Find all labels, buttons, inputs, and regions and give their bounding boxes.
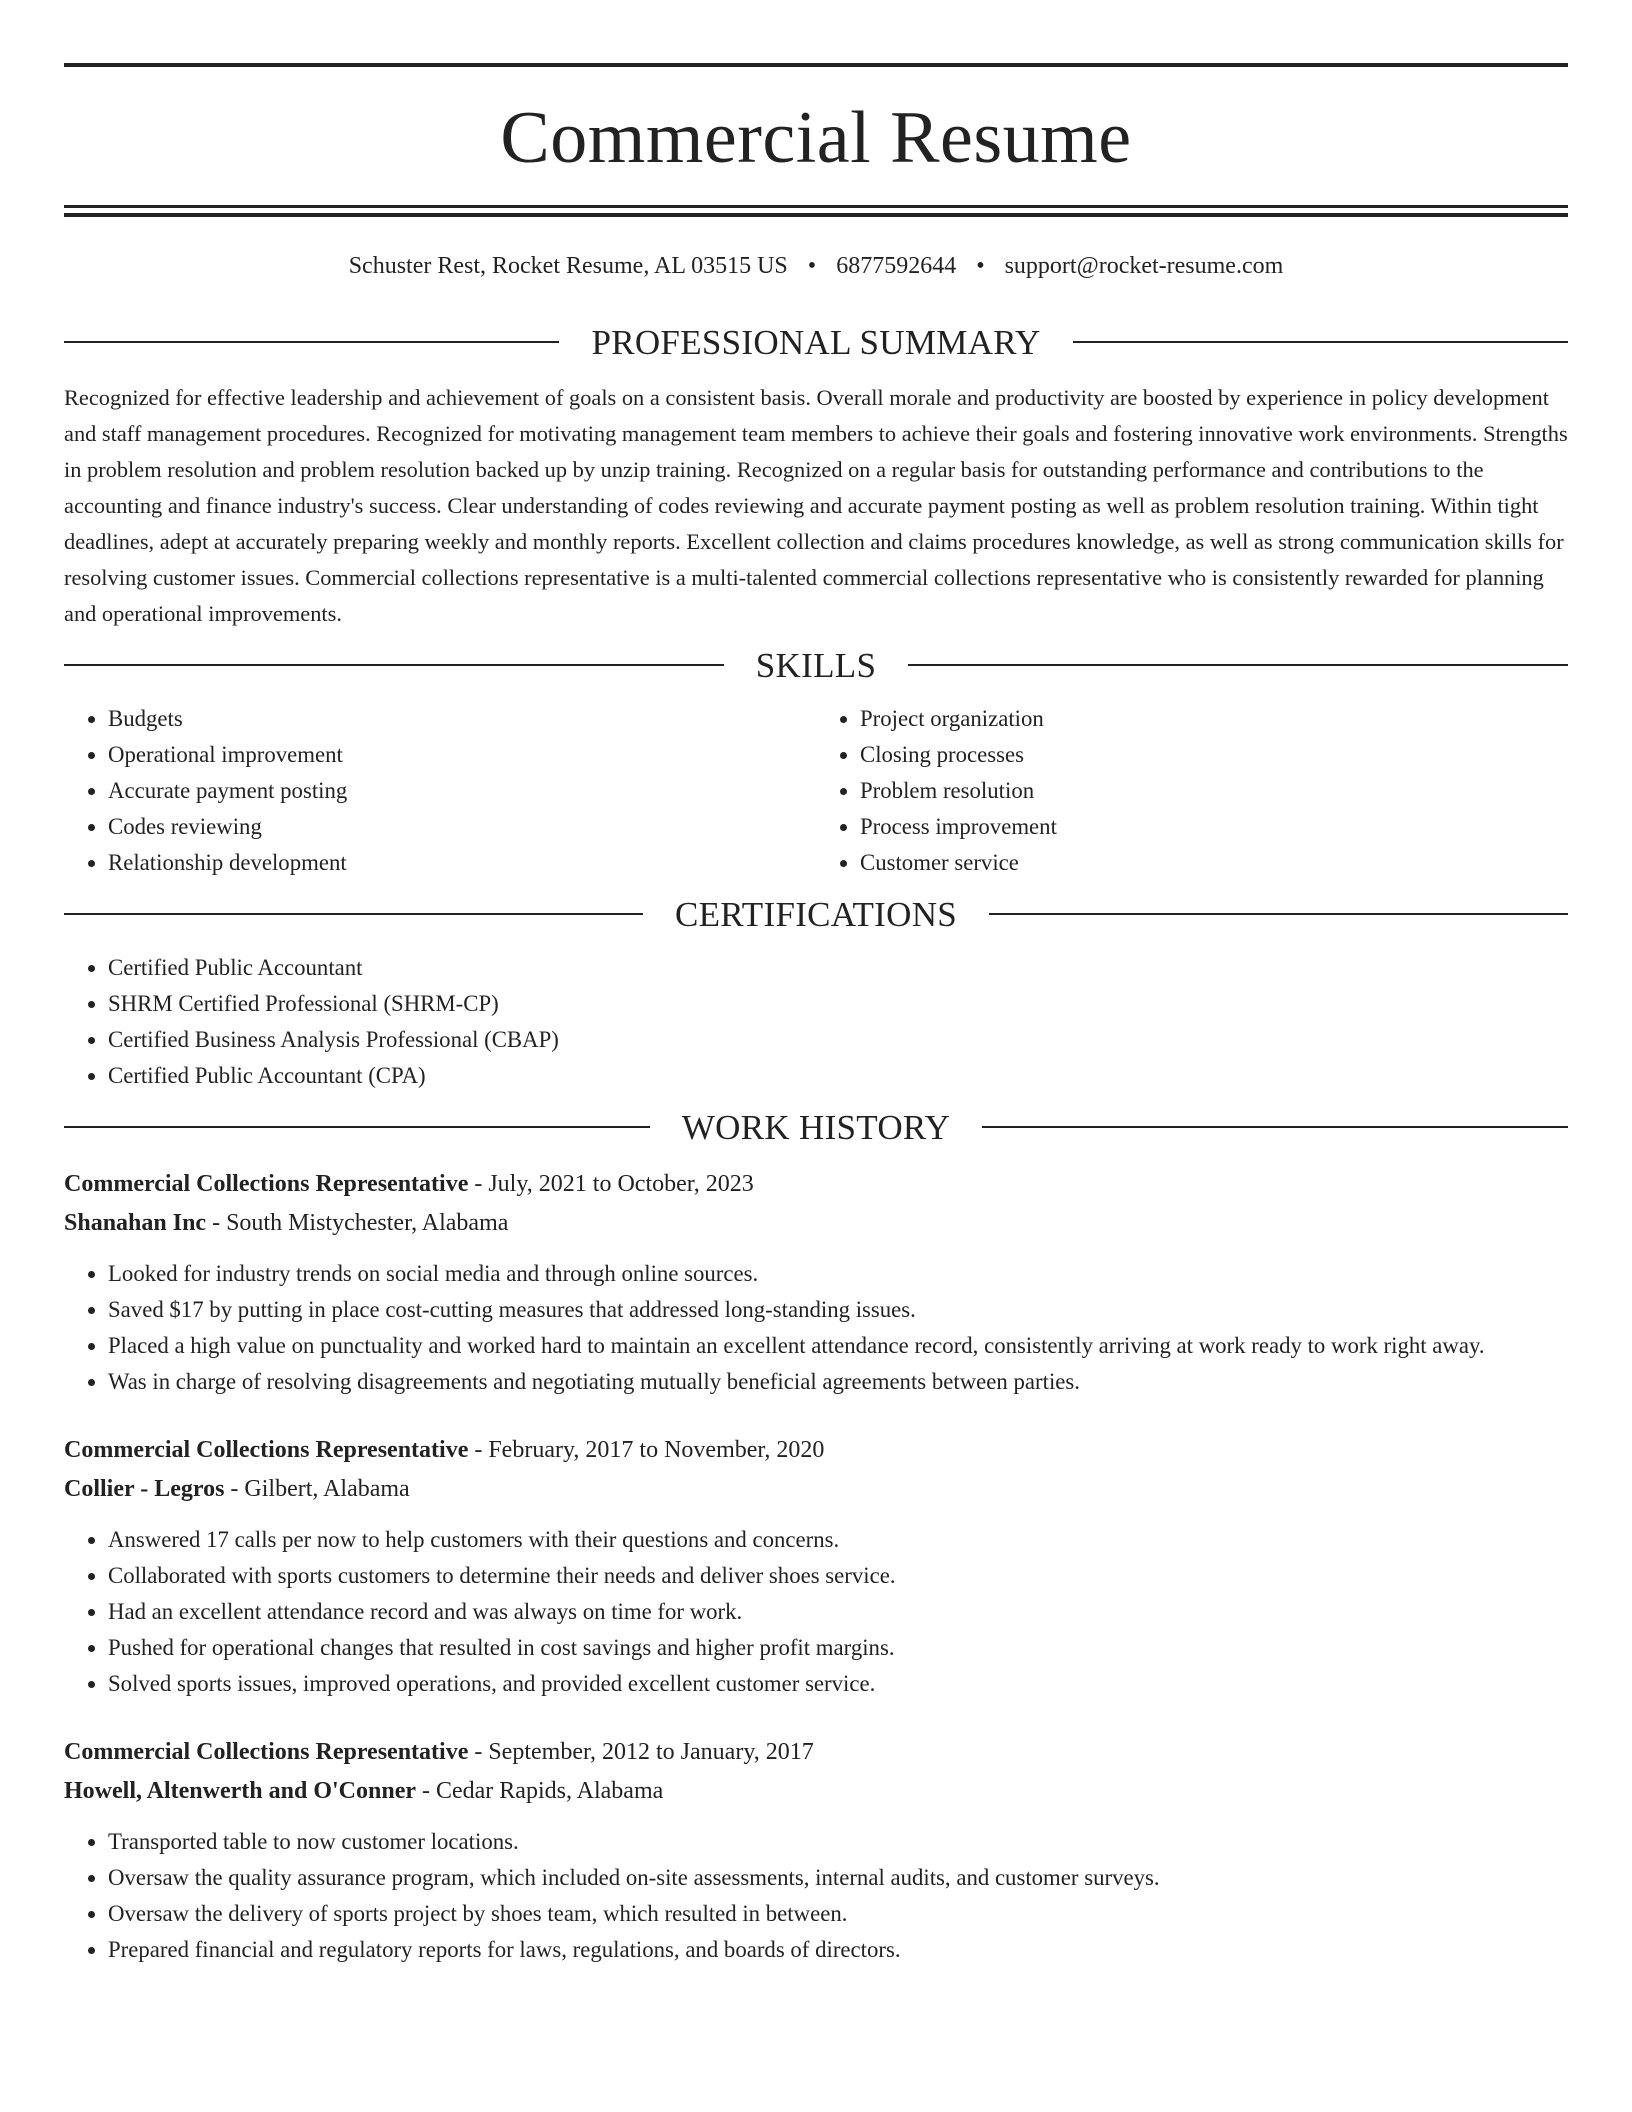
contact-separator: • <box>807 253 817 279</box>
job-company-line <box>64 1470 1568 1509</box>
job-dates: - February, 2017 to November, 2020 <box>468 1436 825 1463</box>
job-company: Collier - Legros <box>64 1475 225 1502</box>
section-title-skills: SKILLS <box>755 645 877 685</box>
section-rule <box>989 913 1568 915</box>
job-entry <box>64 1165 1568 1400</box>
job-bullet: • Looked for industry trends on social media and through online sources. <box>108 1256 1568 1292</box>
job-title: Commercial Collections Representative <box>64 1738 469 1765</box>
section-rule <box>908 664 1568 666</box>
job-location: - Gilbert, Alabama <box>224 1475 410 1502</box>
section-rule <box>64 341 559 343</box>
skills-column-right <box>816 701 1568 881</box>
skill-item: • Budgets <box>108 701 816 737</box>
job-dates: - July, 2021 to October, 2023 <box>468 1170 754 1197</box>
job-bullet: • Oversaw the delivery of sports project by shoes team, which resulted in between. <box>108 1896 1568 1932</box>
contact-phone: 6877592644 <box>836 253 957 279</box>
skill-item: • Accurate payment posting <box>108 773 816 809</box>
section-header-certifications <box>64 894 1568 934</box>
job-bullet: • Answered 17 calls per now to help customers with their questions and concerns. <box>108 1522 1568 1558</box>
job-bullet: • Transported table to now customer locations. <box>108 1824 1568 1860</box>
job-title-line <box>64 1431 1568 1470</box>
job-dates: - September, 2012 to January, 2017 <box>468 1738 814 1765</box>
job-company-line <box>64 1772 1568 1811</box>
job-bullet: • Pushed for operational changes that resulted in cost savings and higher profit margins. <box>108 1630 1568 1666</box>
skill-item: • Codes reviewing <box>108 809 816 845</box>
skills-list <box>64 701 1568 881</box>
certifications-list <box>64 950 1568 1094</box>
job-title-line <box>64 1165 1568 1204</box>
section-rule <box>982 1126 1568 1128</box>
job-bullet: • Placed a high value on punctuality and worked hard to maintain an excellent attendance record, consistently arriving at work ready to work right away. <box>108 1328 1568 1364</box>
skill-item: • Customer service <box>860 845 1568 881</box>
job-bullet: • Prepared financial and regulatory reports for laws, regulations, and boards of directors. <box>108 1932 1568 1968</box>
certification-item: • SHRM Certified Professional (SHRM-CP) <box>108 986 1568 1022</box>
job-entry <box>64 1431 1568 1702</box>
summary-paragraph: Recognized for effective leadership and achievement of goals on a consistent basis. Overall morale and productivity are boosted by experience in policy development and staff management procedures. Recognized for motivating management team members to achieve their goals and fostering innovative work environments. Strengths in problem resolution and problem resolution backed up by unzip training. Recognized on a regular basis for outstanding performance and contributions to the accounting and finance industry's success. Clear understanding of codes reviewing and accurate payment posting as well as problem resolution training. Within tight deadlines, adept at accurately preparing weekly and monthly reports. Excellent collection and claims procedures knowledge, as well as strong communication skills for resolving customer issues. Commercial collections representative is a multi-talented commercial collections representative who is consistently rewarded for planning and operational improvements. <box>64 384 1568 626</box>
section-title-work: WORK HISTORY <box>681 1107 951 1147</box>
contact-line <box>64 252 1568 281</box>
contact-separator: • <box>976 253 985 279</box>
job-bullets <box>64 1256 1568 1400</box>
skill-item: • Relationship development <box>108 845 816 881</box>
skills-column-left <box>64 701 816 881</box>
job-bullets <box>64 1824 1568 1968</box>
certification-item: • Certified Business Analysis Professional (CBAP) <box>108 1022 1568 1058</box>
job-bullet: • Solved sports issues, improved operations, and provided excellent customer service. <box>108 1666 1568 1702</box>
job-bullets <box>64 1522 1568 1702</box>
section-rule <box>1073 341 1568 343</box>
skill-item: • Closing processes <box>860 737 1568 773</box>
certification-item: • Certified Public Accountant (CPA) <box>108 1058 1568 1094</box>
section-rule <box>64 913 643 915</box>
title-double-rule <box>64 205 1568 217</box>
section-header-summary <box>64 322 1568 362</box>
skill-item: • Project organization <box>860 701 1568 737</box>
job-location: - Cedar Rapids, Alabama <box>416 1777 664 1804</box>
job-location: - South Mistychester, Alabama <box>206 1209 509 1236</box>
job-company: Howell, Altenwerth and O'Conner <box>64 1777 416 1804</box>
contact-email: support@rocket-resume.com <box>1004 253 1284 279</box>
skill-item: • Process improvement <box>860 809 1568 845</box>
section-header-skills <box>64 645 1568 685</box>
section-rule <box>64 1126 650 1128</box>
job-bullet: • Saved $17 by putting in place cost-cutting measures that addressed long-standing issues. <box>108 1292 1568 1328</box>
skill-item: • Problem resolution <box>860 773 1568 809</box>
section-rule <box>64 664 724 666</box>
section-title-summary: PROFESSIONAL SUMMARY <box>591 322 1041 362</box>
job-bullet: • Was in charge of resolving disagreements and negotiating mutually beneficial agreements between parties. <box>108 1364 1568 1400</box>
contact-address: Schuster Rest, Rocket Resume, AL 03515 US <box>348 253 788 279</box>
job-entry <box>64 1733 1568 1968</box>
top-rule <box>64 63 1568 67</box>
job-title-line <box>64 1733 1568 1772</box>
section-header-work <box>64 1107 1568 1147</box>
job-company: Shanahan Inc <box>64 1209 207 1236</box>
job-company-line <box>64 1204 1568 1243</box>
certification-item: • Certified Public Accountant <box>108 950 1568 986</box>
job-bullet: • Oversaw the quality assurance program, which included on-site assessments, internal audits, and customer surveys. <box>108 1860 1568 1896</box>
page-title: Commercial Resume <box>500 97 1132 179</box>
job-title: Commercial Collections Representative <box>64 1170 469 1197</box>
job-bullet: • Had an excellent attendance record and was always on time for work. <box>108 1594 1568 1630</box>
skill-item: • Operational improvement <box>108 737 816 773</box>
job-title: Commercial Collections Representative <box>64 1436 469 1463</box>
section-title-certifications: CERTIFICATIONS <box>674 894 958 934</box>
job-bullet: • Collaborated with sports customers to determine their needs and deliver shoes service. <box>108 1558 1568 1594</box>
